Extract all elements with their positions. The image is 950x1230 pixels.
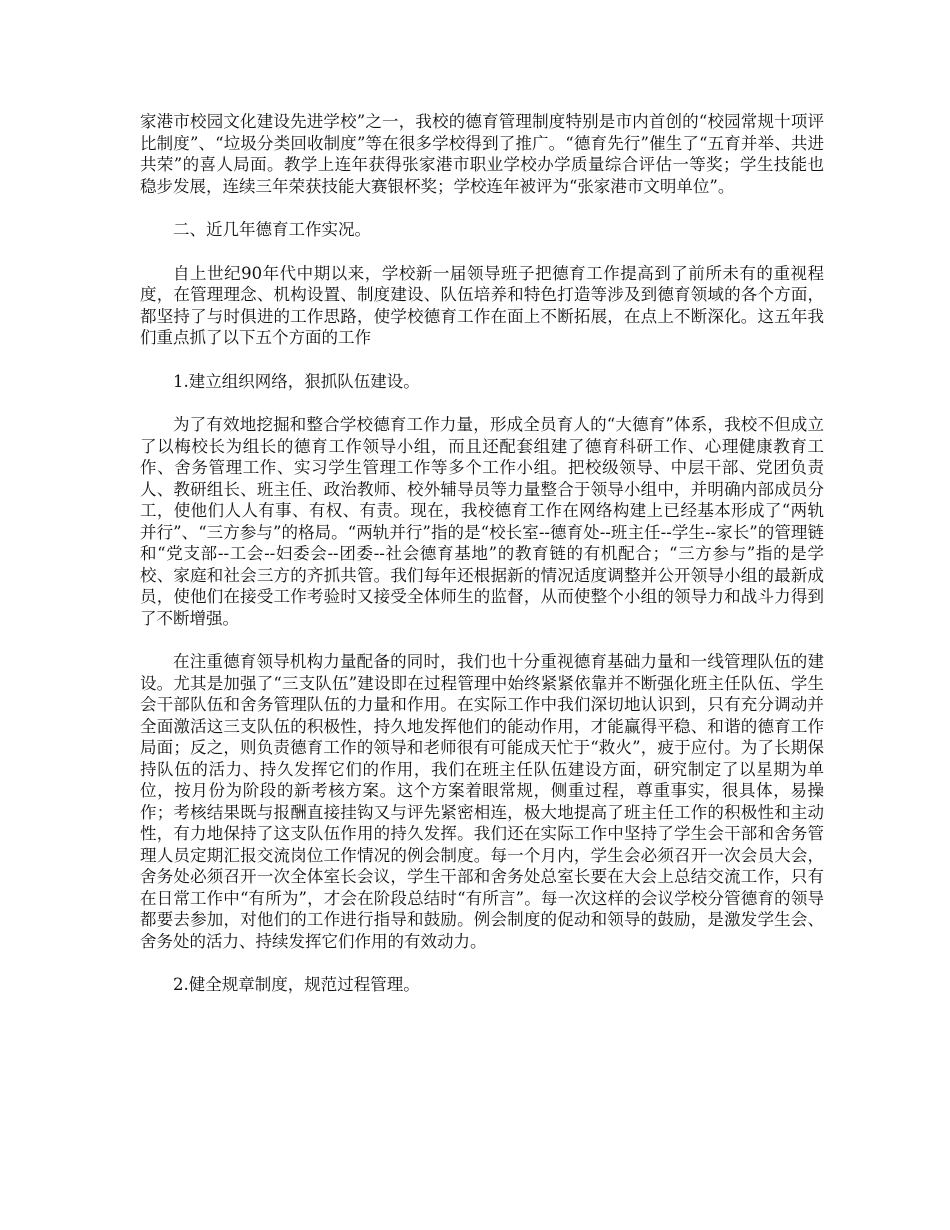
paragraph-continuation: 家港市校园文化建设先进学校”之一，我校的德育管理制度特别是市内首创的“校园常规十项评比制度”、“垃圾分类回收制度”等在很多学校得到了推广。“德育先行”催生了“五育并举、共进共荣”的喜人局面。教学上连年获得张家港市职业学校办学质量综合评估一等奖；学生技能也稳步发展，连续三年荣获技能大赛银杯奖；学校连年被评为“张家港市文明单位”。 bbox=[140, 112, 824, 196]
paragraph-team-building: 在注重德育领导机构力量配备的同时，我们也十分重视德育基础力量和一线管理队伍的建设。尤其是加强了“三支队伍”建设即在过程管理中始终紧紧依靠并不断强化班主任队伍、学生会干部队伍和舍务管理队伍的力量和作用。在实际工作中我们深切地认识到，只有充分调动并全面激活这三支队伍的积极性，持久地发挥他们的能动作用，才能赢得平稳、和谐的德育工作局面；反之，则负责德育工作的领导和老师很有可能成天忙于“救火”，疲于应付。为了长期保持队伍的活力、持久发挥它们的作用，我们在班主任队伍建设方面，研究制定了以星期为单位，按月份为阶段的新考核方案。这个方案着眼常规，侧重过程，尊重事实，很具体，易操作；考核结果既与报酬直接挂钩又与评先紧密相连，极大地提高了班主任工作的积极性和主动性，有力地保持了这支队伍作用的持久发挥。我们还在实际工作中坚持了学生会干部和舍务管理人员定期汇报交流岗位工作情况的例会制度。每一个月内，学生会必须召开一次会员大会，舍务处必须召开一次全体室长会议，学生干部和舍务处总室长要在大会上总结交流工作，只有在日常工作中“有所为”，才会在阶段总结时“有所言”。每一次这样的会议学校分管德育的领导都要去参加，对他们的工作进行指导和鼓励。例会制度的促动和领导的鼓励，是激发学生会、舍务处的活力、持续发挥它们作用的有效动力。 bbox=[140, 652, 824, 951]
document-body bbox=[140, 111, 824, 1018]
section-heading-2: 二、近几年德育工作实况。 bbox=[173, 220, 371, 239]
paragraph-organization: 为了有效地挖掘和整合学校德育工作力量，形成全员育人的“大德育”体系，我校不但成立了以梅校长为组长的德育工作领导小组，而且还配套组建了德育科研工作、心理健康教育工作、舍务管理工作、实习学生管理工作等多个工作小组。把校级领导、中层干部、党团负责人、教研组长、班主任、政治教师、校外辅导员等力量整合于领导小组中，并明确内部成员分工，使他们人人有事、有权、有责。现在，我校德育工作在网络构建上已经基本形成了“两轨并行”、“三方参与”的格局。“两轨并行”指的是“校长室--德育处--班主任--学生--家长”的管理链和“党支部--工会--妇委会--团委--社会德育基地”的教育链的有机配合；“三方参与”指的是学校、家庭和社会三方的齐抓共管。我们每年还根据新的情况适度调整并公开领导小组的最新成员，使他们在接受工作考验时又接受全体师生的监督，从而使整个小组的领导力和战斗力得到了不断增强。 bbox=[140, 415, 824, 628]
subsection-heading-2: 2.健全规章制度，规范过程管理。 bbox=[173, 975, 420, 994]
subsection-heading-1: 1.建立组织网络，狠抓队伍建设。 bbox=[173, 371, 420, 391]
paragraph-overview: 自上世纪90年代中期以来，学校新一届领导班子把德育工作提高到了前所未有的重视程度，在管理理念、机构设置、制度建设、队伍培养和特色打造等涉及到德育领域的各个方面，都坚持了与时俱进的工作思路，使学校德育工作在面上不断拓展，在点上不断深化。这五年我们重点抓了以下五个方面的工作 bbox=[140, 263, 824, 347]
